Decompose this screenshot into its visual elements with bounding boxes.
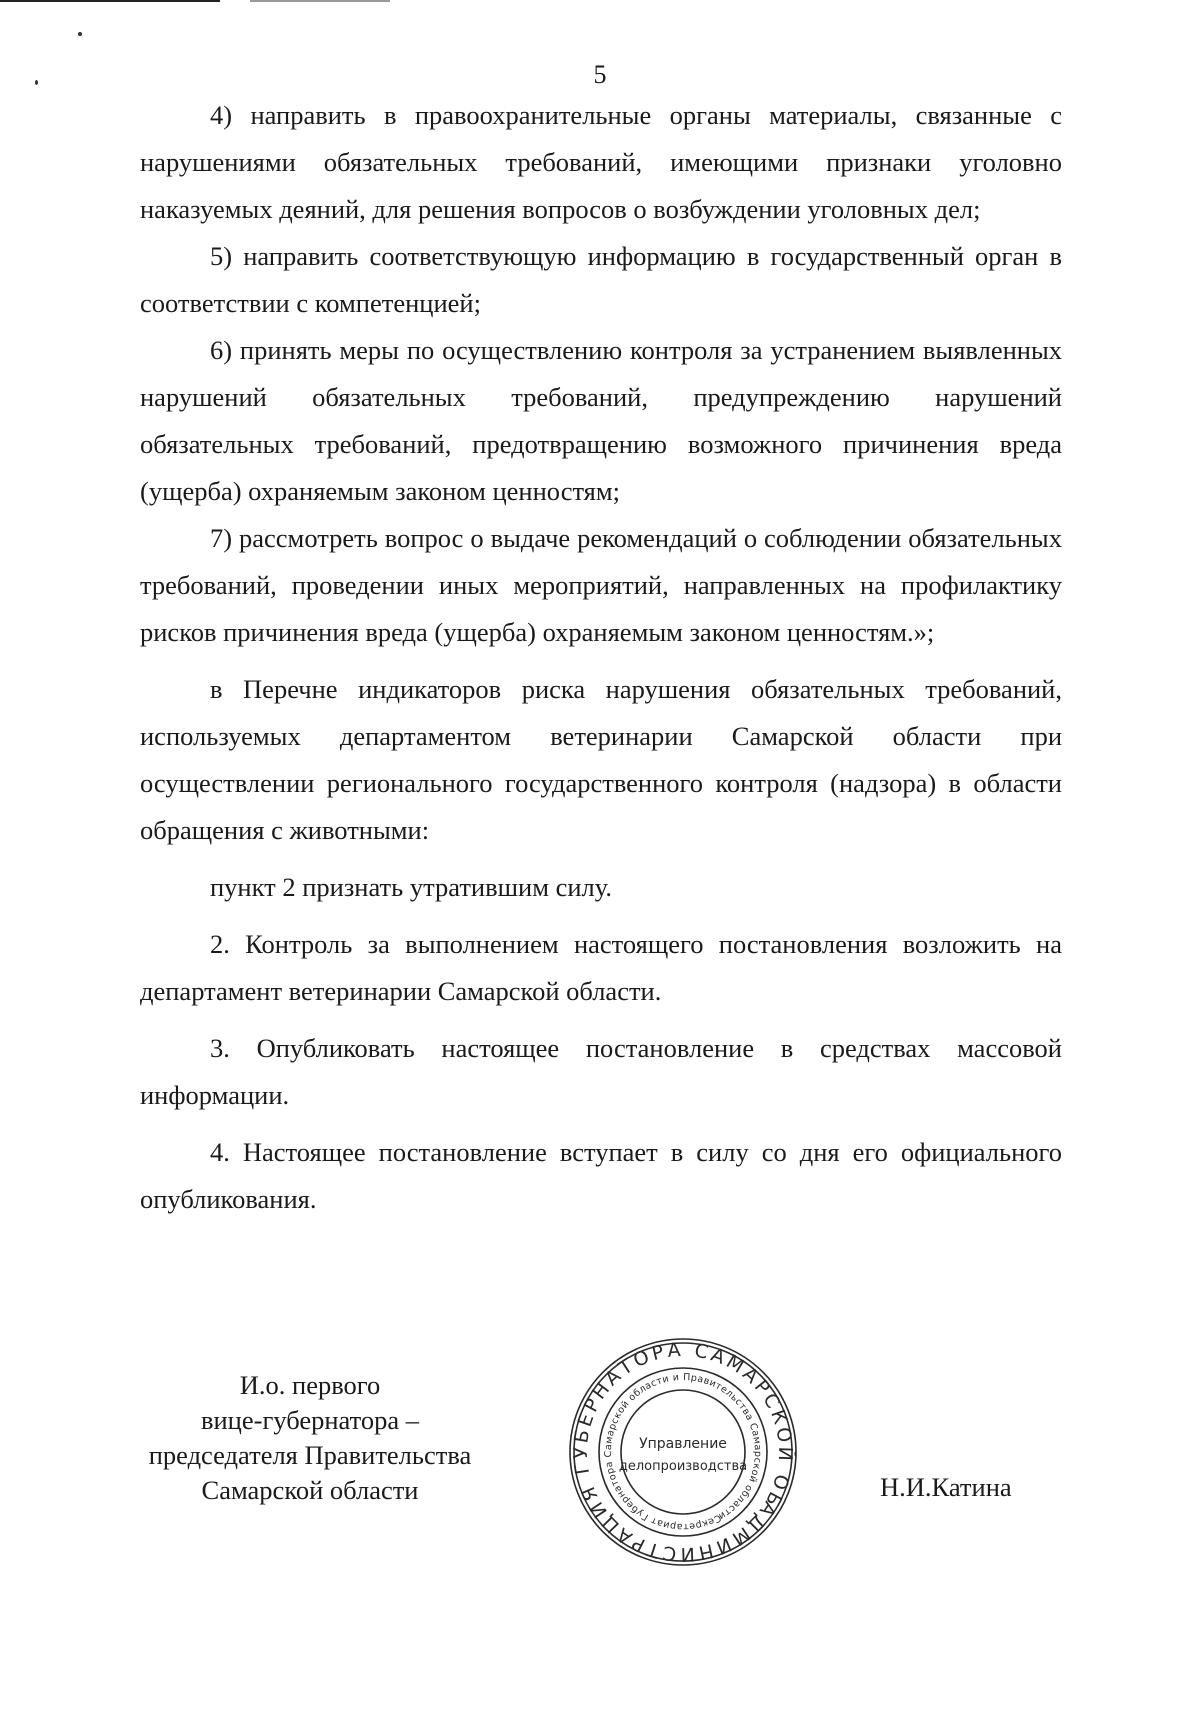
stamp-inner-ring xyxy=(618,1390,748,1514)
official-stamp xyxy=(567,1336,799,1568)
paragraph-clause-4: 4. Настоящее постановление вступает в силу со дня его официального опубликования. xyxy=(140,1137,1062,1214)
paragraph-point-2-void: пункт 2 признать утратившим силу. xyxy=(210,872,612,902)
paragraph-item-4: 4) направить в правоохранительные органы материалы, связанные с нарушениями обязательных требований, имеющими признаки уголовно наказуемых деяний, для решения вопросов о возбуждении уголовных дел; xyxy=(140,100,1062,224)
document-body xyxy=(140,92,1062,1223)
stamp-outer-text: АДМИНИСТРАЦИЯ ГУБЕРНАТОРА САМАРСКОЙ ОБЛАСТИ xyxy=(569,1338,797,1566)
signatory-position-line: И.о. первого xyxy=(239,1370,381,1400)
paragraph-indicators-list: в Перечне индикаторов риска нарушения обязательных требований, используемых департаментом ветеринарии Самарской области при осуществлении регионального государственного контроля (надзора) в области обращения с животными: xyxy=(140,674,1062,845)
paragraph-item-6: 6) принять меры по осуществлению контроля за устранением выявленных нарушений обязательных требований, предупреждению нарушений обязательных требований, предотвращению возможного причинения вреда (ущерба) охраняемым законом ценностям; xyxy=(140,335,1062,506)
stamp-center-line-2: делопроизводства xyxy=(618,1459,748,1474)
page-number: 5 xyxy=(593,60,607,89)
paragraph-item-7: 7) рассмотреть вопрос о выдаче рекомендаций о соблюдении обязательных требований, проведении иных мероприятий, направленных на профилактику рисков причинения вреда (ущерба) охраняемым законом ценностям.»; xyxy=(140,523,1062,647)
scan-speck xyxy=(78,32,82,36)
signer-name: Н.И.Катина xyxy=(880,1472,1012,1502)
scan-edge-line xyxy=(250,0,390,2)
signatory-position-line: вице-губернатора – xyxy=(200,1405,419,1435)
paragraph-clause-2: 2. Контроль за выполнением настоящего постановления возложить на департамент ветеринарии Самарской области. xyxy=(140,929,1062,1006)
scan-edge-line xyxy=(0,0,220,2)
stamp-inner-text: Секретариат Губернатора Самарской области и Правительства Самарской области xyxy=(602,1371,764,1533)
signatory-position-line: председателя Правительства xyxy=(148,1440,472,1470)
stamp-middle-ring xyxy=(599,1368,767,1536)
signatory-position xyxy=(130,1368,490,1508)
stamp-center-line-1: Управление xyxy=(639,1436,727,1452)
paragraph-item-5: 5) направить соответствующую информацию в государственный орган в соответствии с компетенцией; xyxy=(140,241,1062,318)
paragraph-clause-3: 3. Опубликовать настоящее постановление в средствах массовой информации. xyxy=(140,1033,1062,1110)
signatory-position-line: Самарской области xyxy=(201,1475,419,1505)
